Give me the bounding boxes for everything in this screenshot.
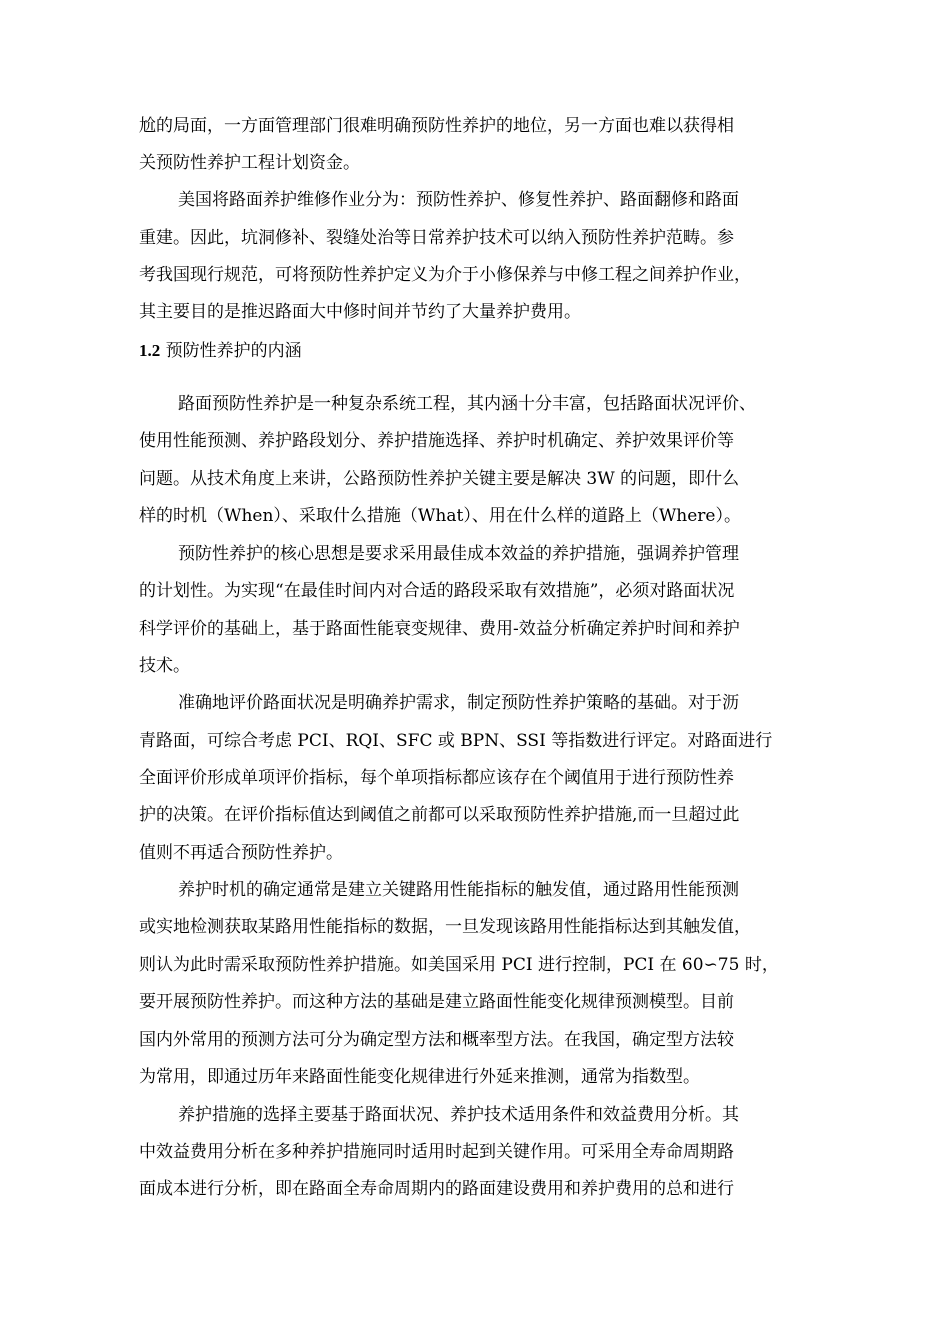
section-title: 预防性养护的内涵 bbox=[160, 341, 302, 361]
text-line: 面成本进行分析，即在路面全寿命周期内的路面建设费用和养护费用的总和进行 bbox=[139, 1179, 734, 1199]
text-line: 科学评价的基础上，基于路面性能衰变规律、费用-效益分析确定养护时间和养护 bbox=[139, 619, 740, 639]
text-line: 预防性养护的核心思想是要求采用最佳成本效益的养护措施，强调养护管理 bbox=[178, 544, 739, 564]
text-line: 美国将路面养护维修作业分为：预防性养护、修复性养护、路面翻修和路面 bbox=[178, 190, 739, 210]
text-line: 问题。从技术角度上来讲，公路预防性养护关键主要是解决 3W 的问题，即什么 bbox=[139, 469, 740, 489]
text-line: 全面评价形成单项评价指标，每个单项指标都应该存在个阈值用于进行预防性养 bbox=[139, 768, 734, 788]
text-line: 则认为此时需采取预防性养护措施。如美国采用 PCI 进行控制，PCI 在 60∽75 时， bbox=[139, 955, 779, 975]
text-line: 技术。 bbox=[139, 656, 190, 676]
text-line: 考我国现行规范，可将预防性养护定义为介于小修保养与中修工程之间养护作业， bbox=[139, 265, 751, 285]
text-line: 要开展预防性养护。而这种方法的基础是建立路面性能变化规律预测模型。目前 bbox=[139, 992, 734, 1012]
text-line: 国内外常用的预测方法可分为确定型方法和概率型方法。在我国，确定型方法较 bbox=[139, 1030, 734, 1050]
text-line: 养护时机的确定通常是建立关键路用性能指标的触发值，通过路用性能预测 bbox=[178, 880, 739, 900]
text-line: 或实地检测获取某路用性能指标的数据，一旦发现该路用性能指标达到其触发值， bbox=[139, 917, 751, 937]
text-line: 养护措施的选择主要基于路面状况、养护技术适用条件和效益费用分析。其 bbox=[178, 1105, 739, 1125]
text-line: 准确地评价路面状况是明确养护需求，制定预防性养护策略的基础。对于沥 bbox=[178, 693, 739, 713]
text-line: 的计划性。为实现“在最佳时间内对合适的路段采取有效措施”，必须对路面状况 bbox=[139, 581, 735, 601]
section-number: 1.2 bbox=[139, 341, 161, 360]
text-line: 路面预防性养护是一种复杂系统工程，其内涵十分丰富，包括路面状况评价、 bbox=[178, 394, 756, 414]
text-line: 使用性能预测、养护路段划分、养护措施选择、养护时机确定、养护效果评价等 bbox=[139, 431, 734, 451]
text-line: 重建。因此，坑洞修补、裂缝处治等日常养护技术可以纳入预防性养护范畴。参 bbox=[139, 228, 734, 248]
text-line: 样的时机（When）、采取什么措施（What）、用在什么样的道路上（Where）。 bbox=[139, 506, 741, 526]
text-line: 为常用，即通过历年来路面性能变化规律进行外延来推测，通常为指数型。 bbox=[139, 1067, 700, 1087]
section-heading bbox=[139, 340, 302, 362]
text-line: 护的决策。在评价指标值达到阈值之前都可以采取预防性养护措施,而一旦超过此 bbox=[139, 805, 740, 825]
text-line: 中效益费用分析在多种养护措施同时适用时起到关键作用。可采用全寿命周期路 bbox=[139, 1142, 734, 1162]
text-line: 关预防性养护工程计划资金。 bbox=[139, 153, 360, 173]
text-line: 青路面，可综合考虑 PCI、RQI、SFC 或 BPN、SSI 等指数进行评定。对路面进行 bbox=[139, 731, 773, 751]
text-line: 尬的局面，一方面管理部门很难明确预防性养护的地位，另一方面也难以获得相 bbox=[139, 116, 734, 136]
text-line: 值则不再适合预防性养护。 bbox=[139, 843, 343, 863]
text-line: 其主要目的是推迟路面大中修时间并节约了大量养护费用。 bbox=[139, 302, 581, 322]
